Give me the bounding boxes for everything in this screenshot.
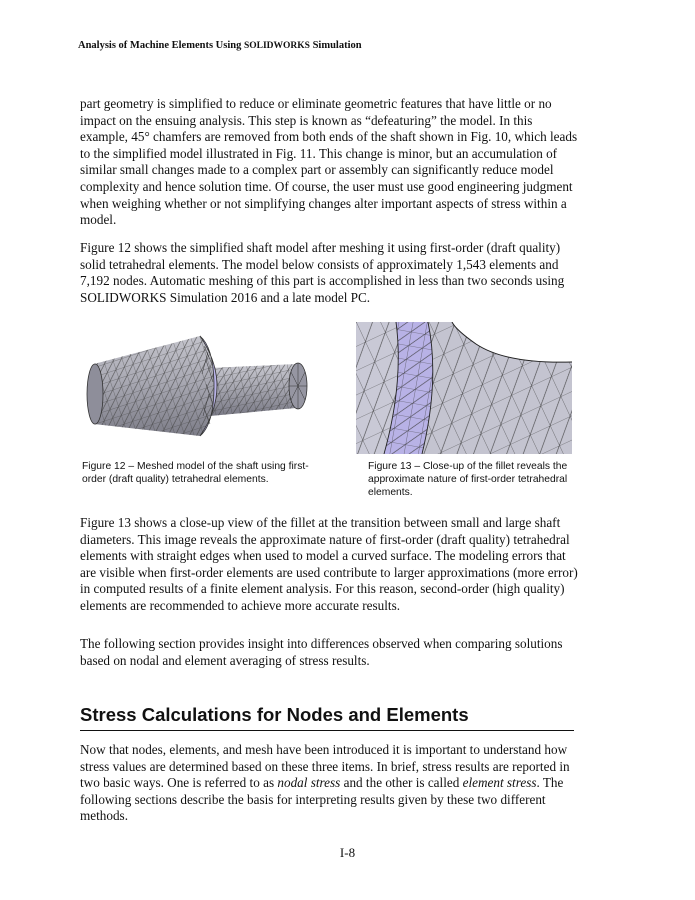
- page-number: I-8: [339, 845, 356, 860]
- p5-text-c: and the other is called: [340, 775, 463, 791]
- figure-13-caption: Figure 13 – Close-up of the fillet reveals the approximate nature of first-order tetrahedral elements.: [368, 461, 568, 498]
- paragraph-stress-reporting: [80, 742, 580, 825]
- term-nodal-stress: nodal stress: [277, 775, 341, 791]
- figure-12-meshed-shaft: [82, 324, 322, 450]
- fillet-closeup-illustration: [356, 322, 572, 454]
- paragraph-section-intro: The following section provides insight into differences observed when comparing solutions based on nodal and element averaging of stress results.: [80, 636, 563, 668]
- paragraph-figure12-description: Figure 12 shows the simplified shaft model after meshing it using first-order (draft quality) solid tetrahedral elements. The model below consists of approximately 1,543 elements and 7,192 nodes. Automatic meshing of this part is accomplished in less than two seconds using SOLIDWORKS Simulation 2016 and a late model PC.: [80, 240, 565, 305]
- p5-text-e: . The following sections describe the basis for interpreting results given by these two different methods.: [80, 775, 564, 824]
- running-title-part2: SOLIDWORKS: [243, 41, 310, 51]
- figure-12-caption: Figure 12 – Meshed model of the shaft using first-order (draft quality) tetrahedral elements.: [82, 461, 309, 485]
- term-element-stress: element stress: [462, 775, 537, 791]
- section-heading: Stress Calculations for Nodes and Elements: [80, 704, 574, 731]
- paragraph-figure13-description: Figure 13 shows a close-up view of the fillet at the transition between small and large shaft diameters. This image reveals the approximate nature of first-order (draft quality) tetrahedral elements with straight edges when used to model a curved surface. The modeling errors that are visible when first-order elements are used contribute to larger approximations (more error) in computed results of a finite element analysis. For this reason, second-order (high quality) elements are recommended to achieve more accurate results.: [80, 515, 578, 613]
- running-title-part3: Simulation: [309, 40, 362, 51]
- large-shaft-end-face: [87, 364, 103, 424]
- running-header: [78, 40, 362, 51]
- meshed-shaft-illustration: [82, 324, 322, 450]
- p5-text-a: Now that nodes, elements, and mesh have been introduced it is important to understand how stress values are determined based on these three items. In brief, stress results are reported in two basic ways. One is referred to as: [80, 742, 570, 791]
- paragraph-defeaturing: part geometry is simplified to reduce or eliminate geometric features that have little or no impact on the ensuing analysis. This step is known as “defeaturing” the model. In this example, 45° chamfers are removed from both ends of the shaft shown in Fig. 10, which leads to the simplified model illustrated in Fig. 11. This change is minor, but an accumulation of similar small changes made to a complex part or assembly can significantly reduce model complexity and hence solution time. Of course, the user must use good engineering judgment when weighing whether or not simplifying changes alter important aspects of stress within a model.: [80, 96, 578, 228]
- figure-13-fillet-closeup: [356, 322, 572, 454]
- running-title-part1: Analysis of Machine Elements Using: [78, 40, 244, 51]
